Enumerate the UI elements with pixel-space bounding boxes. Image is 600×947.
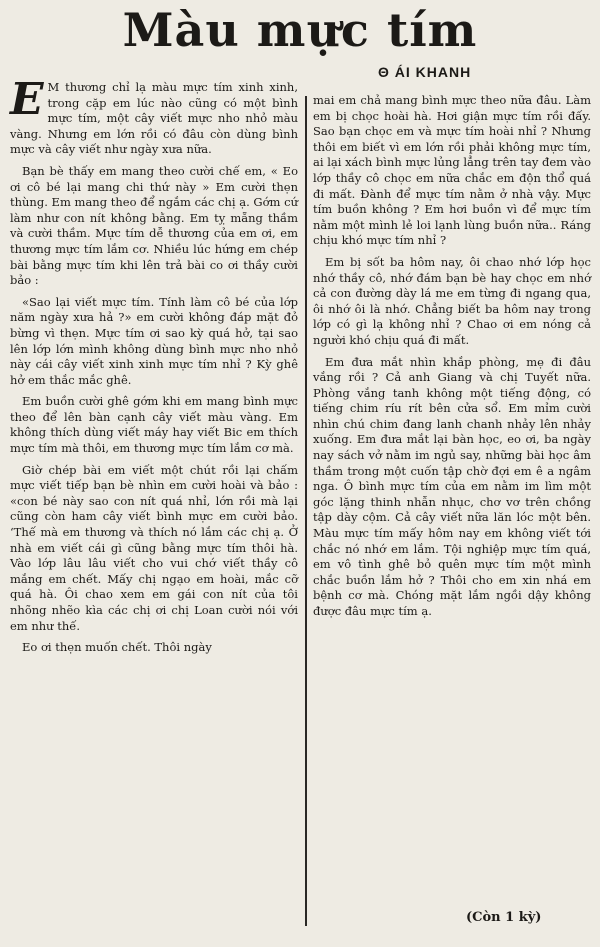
paragraph-3: «Sao lại viết mực tím. Tính làm cô bé của lớp năm ngày xưa hả ?» em cười không đáp mặt đỏ bừng vì thẹn. Mực tím ơi sao kỳ quá hở, tại sao lên lớp lớn mình không dùng bình mực nho nhỏ này cái cây viết xinh xinh mực tím nhỉ ? Kỳ ghê hở em thắc mắc ghê. xyxy=(10,294,298,387)
left-column xyxy=(10,74,298,662)
right-column xyxy=(313,93,591,626)
paragraph-8: Em bị sốt ba hôm nay, ôi chao nhớ lớp học nhớ thầy cô, nhớ đám bạn bè hay chọc em nhớ cả con đường dày lá me em từng đi ngang qua, ôi nhớ ôi là nhớ. Chẳng biết ba hôm nay trong lớp có gì lạ không nhỉ ? Chao ơi em nóng cả người khó chịu quá đi mất. xyxy=(313,254,591,347)
column-divider xyxy=(305,96,307,926)
article-title: Màu mực tím xyxy=(122,3,478,57)
paragraph-2: Bạn bè thấy em mang theo cười chế em, « Eo ơi cô bé lại mang chi thứ này » Em cười thẹn thùng. Em mang theo để ngắm các chị ạ. Gớm cứ làm như con nít không bằng. Em tỵ mẵng thầm và cười thầm. Mực tím dễ thương của em ơi, em thương mực tím lắm cơ. Nhiều lúc hứng em chép bài bằng mực tím khi lên trả bài co ơi thầy cười bảo : xyxy=(10,163,298,288)
paragraph-1 xyxy=(10,74,298,158)
paragraph-5: Giờ chép bài em viết một chút rồi lại chấm mực viết tiếp bạn bè nhìn em cười hoài và bảo : «con bé này sao con nít quá nhỉ, lớn rồi mà lại cũng còn ham cây viết bình mực em cười bảo. ‘Thế mà em thương và thích nó lắm các chị ạ. Ở nhà em viết cái gì cũng bằng mực tím thôi hà. Vào lớp lâu lâu viết cho vui chớ viết thầy cô mắng em chết. Mấy chị ngạo em hoài, mắc cỡ quá hà. Ôi chao xem em gái con nít của tôi nhõng nhẽo kìa các chị ơi chị Loan cười nói với em như thế. xyxy=(10,462,298,633)
drop-cap: E xyxy=(10,74,44,125)
paragraph-1-text: M thương chỉ lạ màu mực tím xinh xinh, trong cặp em lúc nào cũng có một bình mực tím, một cây viết mực nho nhỏ màu vàng. Nhưng em lớn rồi có đâu còn dùng bình mực và cây viết như ngày xưa nữa. xyxy=(10,80,298,157)
paragraph-9: Em đưa mắt nhìn khắp phòng, mẹ đi đâu vắng rồi ? Cả anh Giang và chị Tuyết nữa. Phòng vắng tanh không một tiếng động, có tiếng chim ríu rít bên cửa sổ. Em mỉm cười nhìn chú chim đang lanh chanh nhảy lên nhảy xuống. Em đưa mắt lại bàn học, eo ơi, ba ngày nay sách vở nằm im ngủ say, những bài học âm thầm trong một cuốn tập chờ đợi em ê a ngâm nga. Ô bình mực tím của em nằm im lìm một góc lặng thinh nhẫn nhục, chơ vơ trên chồng tập dày cộm. Cả cây viết nữa lăn lóc một bên. Màu mực tím mấy hôm nay em không viết tới chắc nó nhớ em lắm. Tội nghiệp mực tím quá, em vô tình ghê bỏ quên mực tím một mình chắc buồn lắm hở ? Thôi cho em xin nhá em bệnh cơ mà. Chóng mặt lắm ngồi dậy không được đâu mực tím ạ. xyxy=(313,354,591,618)
paragraph-6: Eo ơi thẹn muốn chết. Thôi ngày xyxy=(22,640,212,655)
paragraph-7: mai em chả mang bình mực theo nữa đâu. Làm em bị chọc hoài hà. Hơi giận mực tím rồi đấy. Sao bạn chọc em và mực tím hoài nhỉ ? Nhưng thôi em biết vì em lớn rồi phải không mực tím, ai lại xách bình mực lủng lẳng trên tay đem vào lớp thầy cô chọc em nữa chắc em độn thổ quá đi mất. Đành để mực tím nằm ở nhà vậy. Mực tím buồn không ? Em hơi buồn vì để mực tím nằm một mình lẻ loi lạnh lùng buồn nữa.. Ráng chịu khó mực tím nhỉ ? xyxy=(313,93,591,248)
continued-note: (Còn 1 kỳ) xyxy=(466,910,542,925)
author-byline: Θ ÁI KHANH xyxy=(378,64,472,80)
paragraph-4: Em buồn cười ghê gớm khi em mang bình mực theo để lên bàn cạnh cây viết màu vàng. Em không thích dùng viết máy hay viết Bic em thích mực tím mà thôi, em thương mực tím lắm cơ mà. xyxy=(10,394,298,456)
